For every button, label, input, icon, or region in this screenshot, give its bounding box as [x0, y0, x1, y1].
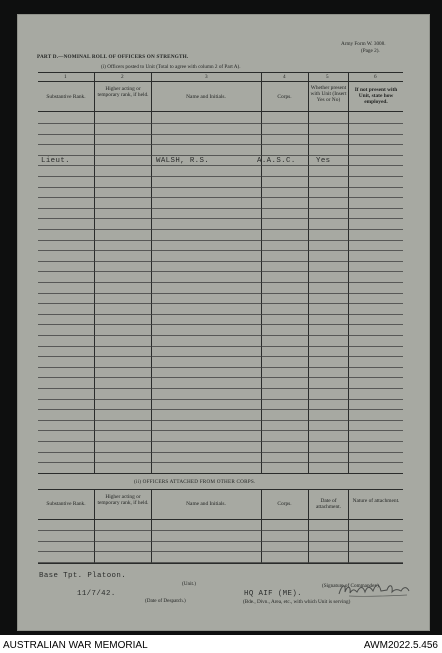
ruled-line [38, 155, 403, 156]
ruled-line [38, 324, 403, 325]
ruled-line [38, 271, 403, 272]
ruled-line [38, 165, 403, 166]
ruled-line [38, 356, 403, 357]
header2-corps: Corps. [277, 501, 292, 507]
table1-col-divider [308, 72, 309, 473]
despatch-date-value: 11/7/42. [77, 590, 116, 598]
ruled-line [38, 176, 403, 177]
caption-right: AWM2022.5.456 [363, 640, 438, 651]
table2-bottom-border [38, 563, 403, 564]
ruled-line [38, 335, 403, 336]
signature-label: (Signature of Commander.) [322, 583, 379, 589]
section2-title: (ii) OFFICERS ATTACHED FROM OTHER CORPS. [134, 479, 256, 485]
header-present: Whether present with Unit (Insert Yes or No) [310, 85, 347, 103]
ruled-line [38, 250, 403, 251]
ruled-line [38, 420, 403, 421]
table1-col-divider [348, 72, 349, 473]
ruled-line [38, 462, 403, 463]
col-number: 6 [374, 74, 377, 80]
ruled-line [38, 388, 403, 389]
header2-higher-rank: Higher acting or temporary rank, if held. [97, 494, 149, 506]
entry-name: WALSH, R.S. [156, 157, 210, 165]
ruled-line [38, 134, 403, 135]
col-number: 3 [205, 74, 208, 80]
ruled-line [38, 144, 403, 145]
ruled-line [38, 229, 403, 230]
ruled-line [38, 208, 403, 209]
ruled-line [38, 282, 403, 283]
ruled-line [38, 441, 403, 442]
ruled-line [38, 314, 403, 315]
header2-substantive-rank: Substantive Rank. [46, 501, 86, 507]
ruled-line [38, 562, 403, 563]
header2-nature-attachment: Nature of attachment. [352, 498, 400, 504]
col-number: 4 [283, 74, 286, 80]
ruled-line [38, 541, 403, 542]
caption-bar [0, 637, 442, 653]
entry-rank: Lieut. [41, 157, 71, 165]
header2-name-initials: Name and Initials. [186, 501, 226, 507]
header2-date-attachment: Date of attachment. [316, 498, 341, 510]
col-number: 2 [121, 74, 124, 80]
ruled-line [38, 303, 403, 304]
ruled-line [38, 409, 403, 410]
ruled-line [38, 261, 403, 262]
form-number: Army Form W. 3008. [341, 41, 386, 47]
part-title: PART D.—NOMINAL ROLL OF OFFICERS ON STRENGTH. [37, 54, 189, 60]
ruled-line [38, 377, 403, 378]
ruled-line [38, 123, 403, 124]
ruled-line [38, 187, 403, 188]
formation-value: HQ AIF (ME). [244, 590, 303, 598]
formation-label: (Bde., Divn., Area, etc., with which Unit is serving) [243, 599, 351, 605]
entry-corps: A.A.S.C. [257, 157, 296, 165]
ruled-line [38, 293, 403, 294]
header-substantive-rank: Substantive Rank. [46, 94, 86, 100]
form-sheet [17, 14, 430, 631]
handwritten-signature [337, 580, 417, 600]
header-corps: Corps. [277, 94, 292, 100]
col-number: 5 [326, 74, 329, 80]
page-number: (Page 2). [361, 48, 380, 54]
ruled-line [38, 367, 403, 368]
ruled-line [38, 240, 403, 241]
unit-value: Base Tpt. Platoon. [39, 572, 127, 580]
ruled-line [38, 530, 403, 531]
header-employed: If not present with Unit, state how employed. [354, 87, 398, 105]
header-name-initials: Name and Initials. [186, 94, 226, 100]
caption-left: AUSTRALIAN WAR MEMORIAL [3, 640, 148, 651]
ruled-line [38, 218, 403, 219]
entry-present: Yes [316, 157, 331, 165]
ruled-line [38, 346, 403, 347]
unit-label: (Unit.) [182, 581, 196, 587]
table1-col-divider [151, 72, 152, 473]
table1-col-divider [261, 72, 262, 473]
table1-bottom-border [38, 473, 403, 474]
table1-col-divider [94, 72, 95, 473]
ruled-line [38, 399, 403, 400]
ruled-line [38, 430, 403, 431]
despatch-date-label: (Date of Despatch.) [145, 598, 186, 604]
ruled-line [38, 551, 403, 552]
ruled-line [38, 197, 403, 198]
col-number: 1 [64, 74, 67, 80]
ruled-line [38, 452, 403, 453]
header-higher-rank: Higher acting or temporary rank, if held. [97, 86, 149, 98]
section1-title: (i) Officers posted to Unit (Total to agree with column 2 of Part A). [101, 64, 241, 70]
